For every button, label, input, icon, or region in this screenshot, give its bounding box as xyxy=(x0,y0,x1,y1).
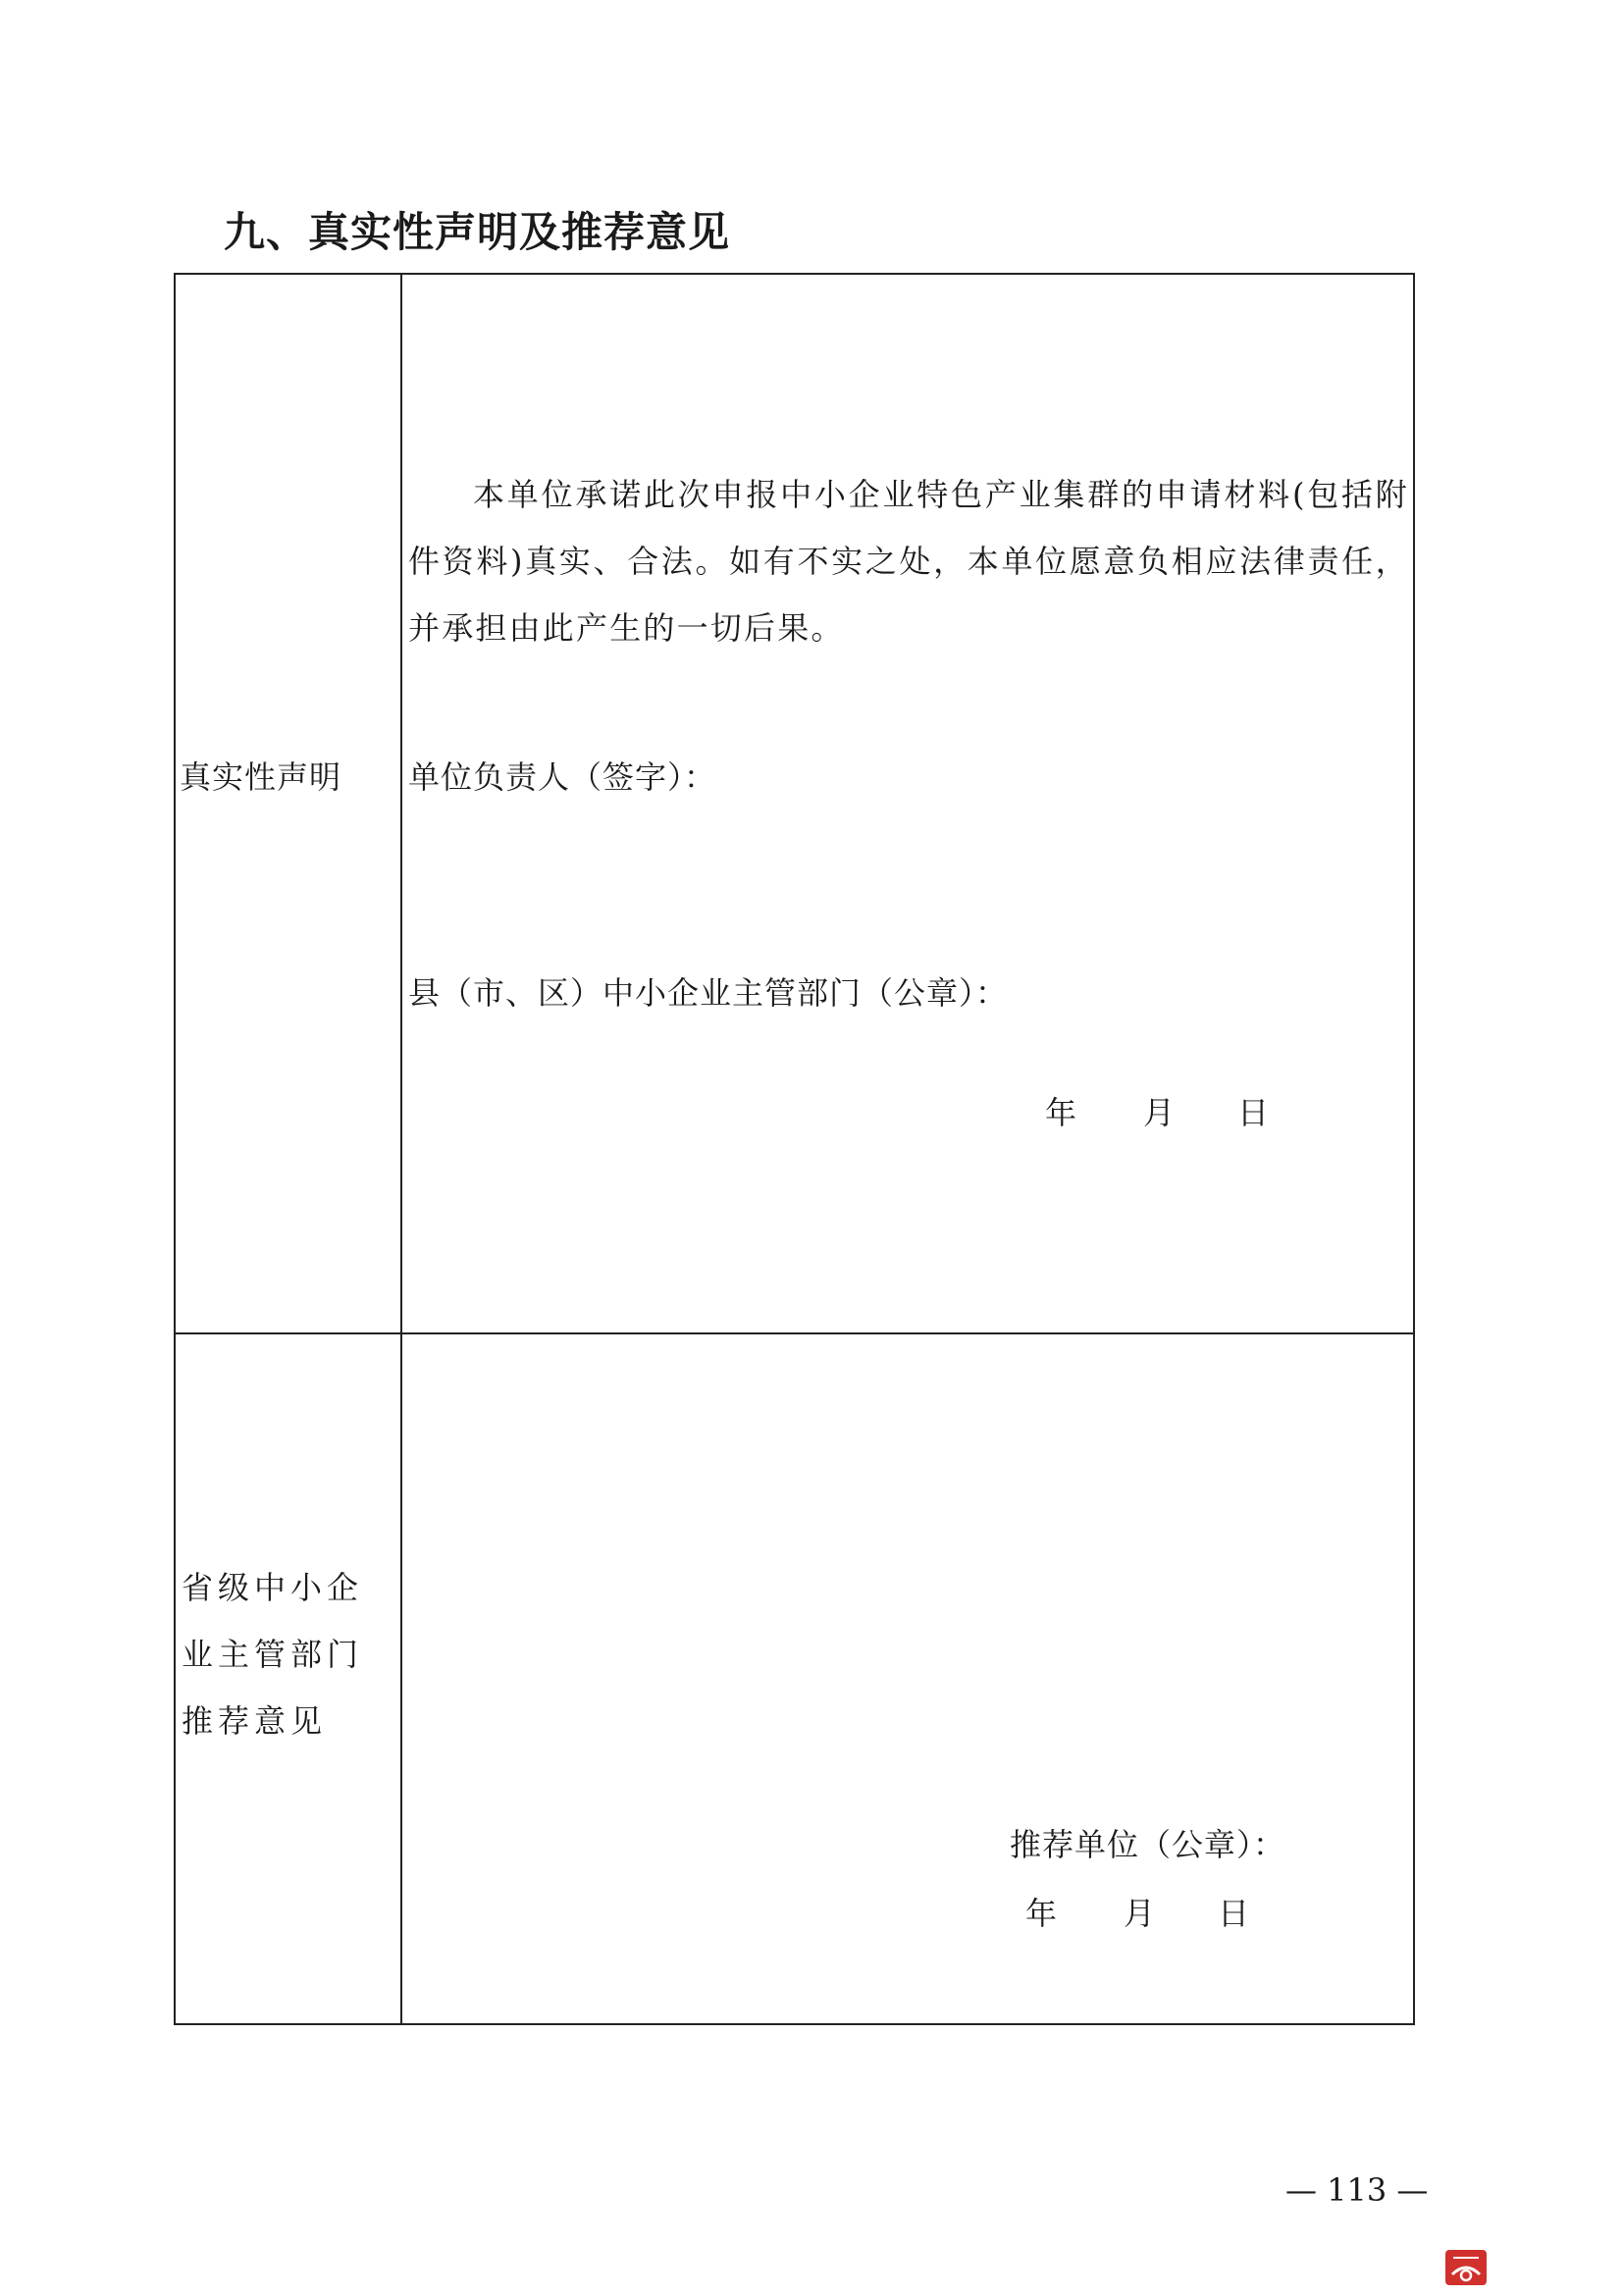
date-month: 月 xyxy=(1143,1094,1176,1131)
recommender-seal-label: 推荐单位（公章）： xyxy=(1010,1826,1286,1863)
page-number: — 113 — xyxy=(1285,2171,1429,2209)
authenticity-statement: 本单位承诺此次申报中小企业特色产业集群的申请材料(包括附件资料)真实、合法。如有不实之处，本单位愿意负相应法律责任，并承担由此产生的一切后果。 xyxy=(408,476,1409,647)
signer-field-label: 单位负责人（签字）： xyxy=(408,758,717,796)
authenticity-label: 真实性声明 xyxy=(180,758,342,796)
date-day: 日 xyxy=(1218,1895,1250,1932)
recommendation-label: 省级中小企业主管部门推荐意见 xyxy=(182,1569,364,1740)
date-month: 月 xyxy=(1124,1895,1156,1932)
declaration-table xyxy=(174,273,1415,2025)
date-day: 日 xyxy=(1237,1094,1270,1131)
dept-seal-label: 县（市、区）中小企业主管部门（公章）： xyxy=(408,974,1009,1012)
row-divider xyxy=(176,1332,1413,1334)
date-year: 年 xyxy=(1045,1094,1077,1131)
date-year: 年 xyxy=(1025,1895,1058,1932)
red-seal-logo-icon xyxy=(1444,2249,1488,2286)
column-divider xyxy=(400,275,402,2023)
section-title: 九、真实性声明及推荐意见 xyxy=(224,208,731,256)
